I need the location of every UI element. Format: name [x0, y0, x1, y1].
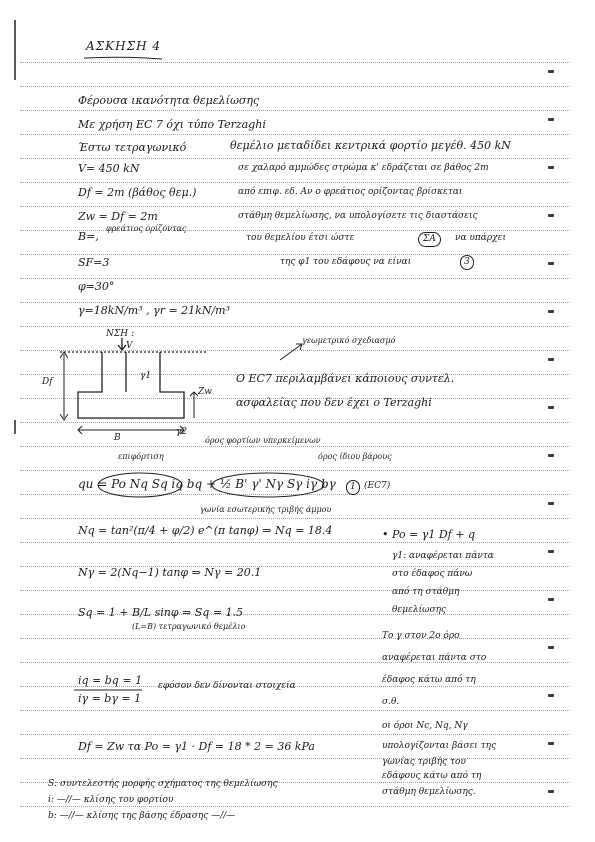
- problem-line-6-right: της φ1 του εδάφους να είναι: [280, 257, 412, 267]
- geometric-design-note: γεωμετρικό σχεδιασμό: [302, 336, 396, 345]
- problem-line-1-right: θεμέλιο μεταδίδει κεντρικά φορτίο μεγέθ. 450 kN: [230, 139, 511, 152]
- circled-note-1: ΣΑ: [418, 232, 441, 247]
- perforation-mark: [548, 742, 554, 745]
- problem-line-5-after: να υπάρχει: [455, 233, 506, 243]
- square-footing-note: (L=B) τετραγωνικό θεμέλιο: [132, 622, 246, 631]
- perforation-mark: [548, 310, 554, 313]
- ruled-line: [20, 230, 570, 231]
- ruled-line: [20, 254, 570, 255]
- diagram-label-zw: Zw: [198, 387, 212, 397]
- perforation-mark: [548, 262, 554, 265]
- equation-nq: Nq = tan²(π/4 + φ/2) e^(π tanφ) ⇒ Nq = 18.4: [78, 524, 333, 537]
- ruled-line: [20, 86, 570, 87]
- no-data-note: εφόσον δεν δίνονται στοιχεία: [158, 681, 296, 691]
- fraction-line: [74, 688, 144, 692]
- perforation-mark: [548, 214, 554, 217]
- problem-line-1-left: Έστω τετραγωνικό: [78, 141, 187, 154]
- equation-ig-bg: iγ = bγ = 1: [78, 692, 142, 705]
- gamma1-note-4: θεμελίωσης: [392, 605, 447, 615]
- gamma1-note-1: γ1: αναφέρεται πάντα: [392, 551, 494, 561]
- water-table-note: φρεάτιος ορίζοντας: [106, 224, 187, 233]
- topic-heading: Φέρουσα ικανότητα θεμελίωσης: [78, 94, 260, 107]
- perforation-mark: [548, 502, 554, 505]
- ruled-line: [20, 446, 570, 447]
- diagram-label-gamma2: γ2: [176, 427, 188, 437]
- ruled-line: [20, 758, 570, 759]
- ruled-line: [20, 542, 570, 543]
- problem-line-3-left: Df = 2m (βάθος θεμ.): [78, 186, 197, 199]
- self-weight-note: όρος ίδιου βάρους: [318, 452, 392, 461]
- gamma2-note-1: Το γ στον 2ο όρο: [382, 631, 460, 641]
- diagram-label-v: V: [126, 341, 133, 351]
- footer-b-definition: b: —//— κλίσης της βάσης έδρασης —//—: [48, 811, 236, 821]
- ruled-line: [20, 302, 570, 303]
- perforation-mark: [548, 166, 554, 169]
- ruled-line: [20, 326, 570, 327]
- ec7-reference: (EC7): [364, 481, 391, 491]
- margin-mark: [14, 20, 16, 80]
- ruled-line: [20, 134, 570, 135]
- problem-line-4-right: στάθμη θεμελίωσης, να υπολογίσετε τις διαστάσεις: [238, 211, 478, 221]
- perforation-mark: [548, 118, 554, 121]
- problem-line-2-right: σε χαλαρό αμμώδες στρώμα κ' εδράζεται σε βάθος 2m: [238, 163, 489, 173]
- nc-note-4: εδάφους κάτω από τη: [382, 771, 482, 781]
- ruled-line: [20, 110, 570, 111]
- ruled-line: [20, 158, 570, 159]
- problem-line-5-right: του θεμελίου έτσι ώστε: [246, 233, 355, 243]
- ruled-line: [20, 518, 570, 519]
- title-underline: [84, 55, 164, 61]
- diagram-label-gamma1: γ1: [140, 371, 152, 381]
- footer-i-definition: i: —//— κλίσης του φορτίου: [48, 795, 174, 805]
- exercise-title: ΑΣΚΗΣΗ 4: [86, 39, 161, 53]
- perforation-mark: [548, 70, 554, 73]
- equation-qu: qu = Po Nq Sq iq bq + ½ B' γ' Nγ Sγ iγ bγ: [78, 477, 336, 491]
- friction-angle-note: γωνία εσωτερικής τριβής άμμου: [200, 505, 332, 514]
- ruled-line: [20, 734, 570, 735]
- surcharge-note: επιφόρτιση: [118, 452, 164, 461]
- nc-note-2: υπολογίζονται βάσει της: [382, 741, 497, 751]
- topic-subheading: Με χρήση EC 7 όχι τύπο Terzaghi: [78, 118, 266, 131]
- diagram-label-nsh: ΝΣΗ :: [106, 329, 134, 339]
- nc-note-5: στάθμη θεμελίωσης.: [382, 787, 476, 797]
- problem-line-7-left: φ=30°: [78, 280, 115, 293]
- circled-note-2: 3: [460, 255, 474, 270]
- footer-s-definition: S: συντελεστής μορφής σχήματος της θεμελίωσης: [48, 779, 278, 789]
- problem-line-3-right: από επιφ. εδ. Αν ο φρεάτιος ορίζοντας βρίσκεται: [238, 187, 463, 197]
- equation-circles: [96, 470, 328, 500]
- po-definition: • Po = γ1 Df + q: [382, 528, 475, 541]
- diagram-label-b: B: [114, 433, 121, 443]
- perforation-mark: [548, 454, 554, 457]
- gamma2-note-2: αναφέρεται πάντα στο: [382, 653, 487, 663]
- equation-ngamma: Nγ = 2(Nq−1) tanφ ⇒ Nγ = 20.1: [78, 566, 262, 579]
- problem-line-5-left: B=,: [78, 230, 99, 243]
- gamma1-note-3: από τη στάθμη: [392, 587, 460, 597]
- perforation-mark: [548, 598, 554, 601]
- perforation-mark: [548, 406, 554, 409]
- problem-line-4-left: Zw = Df = 2m: [78, 210, 158, 223]
- ec7-note-line-2: ασφαλείας που δεν έχει ο Terzaghi: [236, 396, 432, 409]
- ruled-line: [20, 62, 570, 63]
- gamma2-note-4: σ.θ.: [382, 697, 400, 707]
- margin-mark: [14, 420, 16, 434]
- ruled-line: [20, 710, 570, 711]
- problem-line-6-left: SF=3: [78, 256, 110, 269]
- ruled-line: [20, 590, 570, 591]
- nc-note-3: γωνίας τριβής του: [382, 757, 466, 767]
- diagram-label-df: Df: [42, 377, 53, 387]
- problem-line-8-left: γ=18kN/m³ , γr = 21kN/m³: [78, 304, 230, 317]
- ruled-line: [20, 638, 570, 639]
- perforation-mark: [548, 358, 554, 361]
- equation-sq: Sq = 1 + B/L sinφ ⇒ Sq = 1.5: [78, 606, 244, 619]
- ruled-line: [20, 278, 570, 279]
- ruled-line: [20, 182, 570, 183]
- equation-df-zw: Df = Zw τα Po = γ1 · Df = 18 * 2 = 36 kPa: [78, 740, 315, 753]
- perforation-mark: [548, 694, 554, 697]
- equation-iq-bq: iq = bq = 1: [78, 674, 143, 687]
- annotation-arrow: [278, 340, 306, 362]
- nc-note-1: οι όροι Nc, Nq, Nγ: [382, 721, 468, 731]
- gamma1-note-2: στο έδαφος πάνω: [392, 569, 473, 579]
- problem-line-2-left: V= 450 kN: [78, 162, 140, 175]
- ec7-note-line-1: Ο EC7 περιλαμβάνει κάποιους συντελ.: [236, 372, 455, 385]
- load-term-note: όρος φορτίων υπερκείμενων: [205, 436, 321, 445]
- perforation-mark: [548, 790, 554, 793]
- perforation-mark: [548, 646, 554, 649]
- ruled-line: [20, 662, 570, 663]
- perforation-mark: [548, 550, 554, 553]
- ec7-circle: 1: [346, 480, 360, 495]
- ruled-line: [20, 206, 570, 207]
- gamma2-note-3: έδαφος κάτω από τη: [382, 675, 476, 685]
